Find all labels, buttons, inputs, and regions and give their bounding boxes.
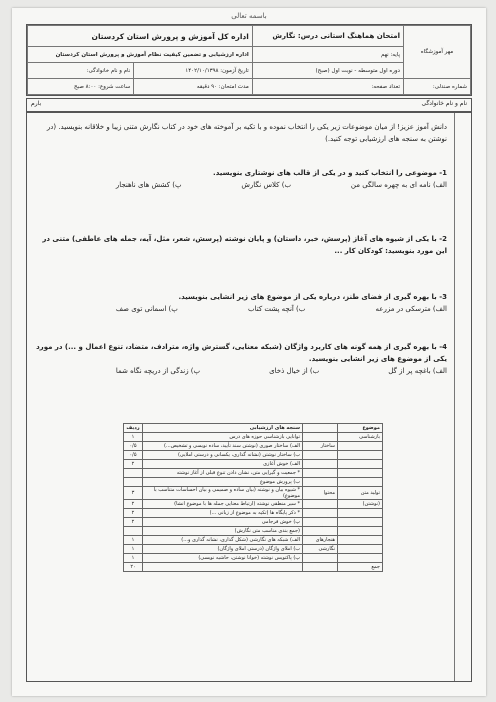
rubric-group [303, 509, 338, 518]
org-line-1: اداره کل آموزش و پرورش استان کردستان [28, 26, 253, 47]
grade-label: پایه: نهم [252, 47, 403, 63]
question-2 [33, 233, 447, 257]
side-note: مهر آموزشگاه [420, 49, 454, 56]
rubric-topic [338, 518, 383, 527]
rubric-topic [338, 460, 383, 469]
rubric-group [303, 563, 338, 572]
grade-row [26, 98, 472, 112]
rubric-row [124, 442, 383, 451]
rubric-row [124, 554, 383, 563]
rubric-topic: (نوشتن) [338, 500, 383, 509]
rubric-score [124, 478, 143, 487]
rubric-topic [338, 451, 383, 460]
rubric-table [123, 423, 383, 572]
rubric-topic: بازشناسی [338, 433, 383, 442]
question-3-option-a: الف) مترسکی در مزرعه [375, 305, 447, 313]
rubric-group [303, 500, 338, 509]
rubric-group: هنجارهای [303, 536, 338, 545]
subject-label: امتحان هماهنگ استانی درس: نگارش [252, 26, 403, 47]
rubric-row [124, 545, 383, 554]
rubric-criteria: ب) پرورش موضوع [143, 478, 303, 487]
rubric-topic: جمع [338, 563, 383, 572]
rubric-header-group [303, 424, 338, 433]
rubric-criteria: * ذکر پایگاه ها (تکیه به موضوع از زبانی ...) [143, 509, 303, 518]
rubric-criteria: ب) املای واژگان (درستی املای واژگان) [143, 545, 303, 554]
rubric-criteria: توانایی بازشناسی حوزه های درس [143, 433, 303, 442]
exam-page [12, 8, 486, 696]
org-line-2: اداره ارزشیابی و تضمین کیفیت نظام آموزش و پرورش استان کردستان [28, 47, 253, 63]
rubric-group [303, 451, 338, 460]
question-4-text: 4- با بهره گیری از همه گونه های کاربرد واژگان (شبکه معنایی، گسترش واژه، مترادف، متضاد، تنوع اعمال و ...) در مورد یکی از موضوع های زیر انشایی بنویسید. [36, 343, 447, 363]
rubric-criteria: پ) خوش فرجامی [143, 518, 303, 527]
rubric-group [303, 460, 338, 469]
rubric-header-row [124, 424, 383, 433]
rubric-score: ۱ [124, 554, 143, 563]
questions-area [26, 112, 472, 682]
rubric-topic: تولید متن [338, 487, 383, 500]
rubric-score [124, 527, 143, 536]
intro-text: دانش آموز عزیز! از میان موضوعات زیر یکی را انتخاب نموده و با تکیه بر آموخته های خود در کتاب نگارش متنی زیبا و خلاقانه بنویسید. (در نوشتن به سنجه های ارزشیابی توجه کنید.) [46, 123, 447, 143]
question-3-option-c: پ) اسمانی توی صف [115, 305, 178, 313]
rubric-topic [338, 442, 383, 451]
rubric-group: محتوا [303, 487, 338, 500]
page-top-label: باسمه تعالی [231, 12, 267, 20]
start-time: ساعت شروع: ۸:۰۰ صبح [28, 79, 134, 95]
rubric-group [303, 554, 338, 563]
question-1-option-c: پ) کشش های ناهنجار [115, 181, 182, 189]
period-label: دوره اول متوسطه - نوبت اول (صبح) [252, 63, 403, 79]
exam-date: تاریخ آزمون: ۱۴۰۲/۱۰/۱۳۹۸ [134, 63, 253, 79]
rubric-score: ۲ [124, 500, 143, 509]
rubric-criteria [143, 563, 303, 572]
rubric-row [124, 460, 383, 469]
question-4 [33, 341, 447, 377]
rubric-score: ۲۰ [124, 563, 143, 572]
question-3-options [116, 303, 447, 315]
rubric-score: ۰/۵ [124, 442, 143, 451]
rubric-criteria: (جمع بندی مناسب متن نگارش) [143, 527, 303, 536]
rubric-criteria: * شیوه بیان و نوشته (بیان ساده و صمیمی و بیان احساسات متناسب با موضوع) [143, 487, 303, 500]
rubric-score: ۲ [124, 518, 143, 527]
rubric-criteria: * سیر منطقی نوشته (ارتباط معنایی جمله ها با موضوع انشا) [143, 500, 303, 509]
question-2-text: 2- با یکی از شیوه های آغاز (پرسش، خبر، داستان) و پایان نوشته (پرسش، شعر، مثل، آیه، جمله های عاطفی) متنی در این مورد بنویسید: کودکان کار ... [42, 235, 447, 255]
rubric-score: ۱ [124, 545, 143, 554]
rubric-topic [338, 554, 383, 563]
rubric-topic [338, 545, 383, 554]
question-1-text: 1- موضوعی را انتخاب کنید و در یکی از قالب های نوشتاری بنویسید. [213, 169, 447, 177]
rubric-row [124, 433, 383, 442]
rubric-row [124, 469, 383, 478]
rubric-score: ۲ [124, 460, 143, 469]
seat-number: شماره صندلی: [404, 79, 471, 95]
rubric-group: نگارشی [303, 545, 338, 554]
rubric-score: ۲ [124, 509, 143, 518]
question-4-option-c: پ) زندگی از دریچه نگاه شما [115, 367, 201, 375]
question-1-option-b: ب) کلاس نگارش [241, 181, 292, 189]
rubric-group [303, 527, 338, 536]
question-4-option-a: الف) باغچه پر از گل [388, 367, 447, 375]
rubric-score [124, 469, 143, 478]
rubric-row [124, 527, 383, 536]
rubric-topic [338, 527, 383, 536]
rubric-score: ۱ [124, 433, 143, 442]
rubric-topic [338, 478, 383, 487]
rubric-criteria: پ) پاکنویس نوشته (خوانا نوشتن، حاشیه نویسی) [143, 554, 303, 563]
rubric-header-criteria: سنجه های ارزشیابی [143, 424, 303, 433]
school-stamp [404, 26, 471, 79]
rubric-score: ۳ [124, 487, 143, 500]
question-4-options [116, 365, 447, 377]
rubric-header-score: ردیف [124, 424, 143, 433]
student-name-label: نام و نام خانوادگی: [28, 63, 134, 79]
rubric-row [124, 500, 383, 509]
question-3-text: 3- با بهره گیری از فضای طنز، درباره یکی از موضوع های زیر انشایی بنویسید. [178, 293, 447, 301]
question-3-option-b: ب) آنچه پشت کتاب [247, 305, 306, 313]
rubric-row [124, 563, 383, 572]
grade-row-right: نام و نام خانوادگی [421, 100, 467, 107]
rubric-topic [338, 536, 383, 545]
rubric-group [303, 478, 338, 487]
score-gutter [454, 113, 471, 681]
question-3 [33, 291, 447, 315]
question-1 [33, 167, 447, 191]
rubric-row [124, 451, 383, 460]
rubric-score: ۰/۵ [124, 451, 143, 460]
rubric-row [124, 487, 383, 500]
rubric-criteria: ب) ساختار نوشتن (نشانه گذاری، یکسانی و درستی املایی) [143, 451, 303, 460]
rubric-group: ساختار [303, 442, 338, 451]
question-4-option-b: ب) از خیال ذخای [269, 367, 320, 375]
rubric-group [303, 518, 338, 527]
rubric-group [303, 469, 338, 478]
rubric-row [124, 536, 383, 545]
question-1-option-a: الف) نامه ای به چهره سالگی من [350, 181, 447, 189]
rubric-header-topic: موضوع [338, 424, 383, 433]
rubric-criteria: * جمعیت و گیرایی متن، نشان دادن تنوع قبلی از آغاز نوشته [143, 469, 303, 478]
rubric-row [124, 509, 383, 518]
rubric-criteria: الف) خوش آغازی [143, 460, 303, 469]
duration: مدت امتحان: ۹۰ دقیقه [134, 79, 253, 95]
exam-header [26, 24, 472, 96]
rubric-score: ۱ [124, 536, 143, 545]
rubric-row [124, 518, 383, 527]
grade-row-left: بارم [31, 100, 42, 107]
pages-count: تعداد صفحه: [252, 79, 403, 95]
rubric-criteria: الف) شبکه های نگارشی (شکل گذاری، نشانه گذاری و...) [143, 536, 303, 545]
rubric-topic [338, 509, 383, 518]
rubric-row [124, 478, 383, 487]
rubric-criteria: الف) ساختار صوری (نوشتن سند تأیید، ساده نویسی و تشخیص...) [143, 442, 303, 451]
rubric-group [303, 433, 338, 442]
rubric-topic [338, 469, 383, 478]
question-1-options [116, 179, 447, 191]
